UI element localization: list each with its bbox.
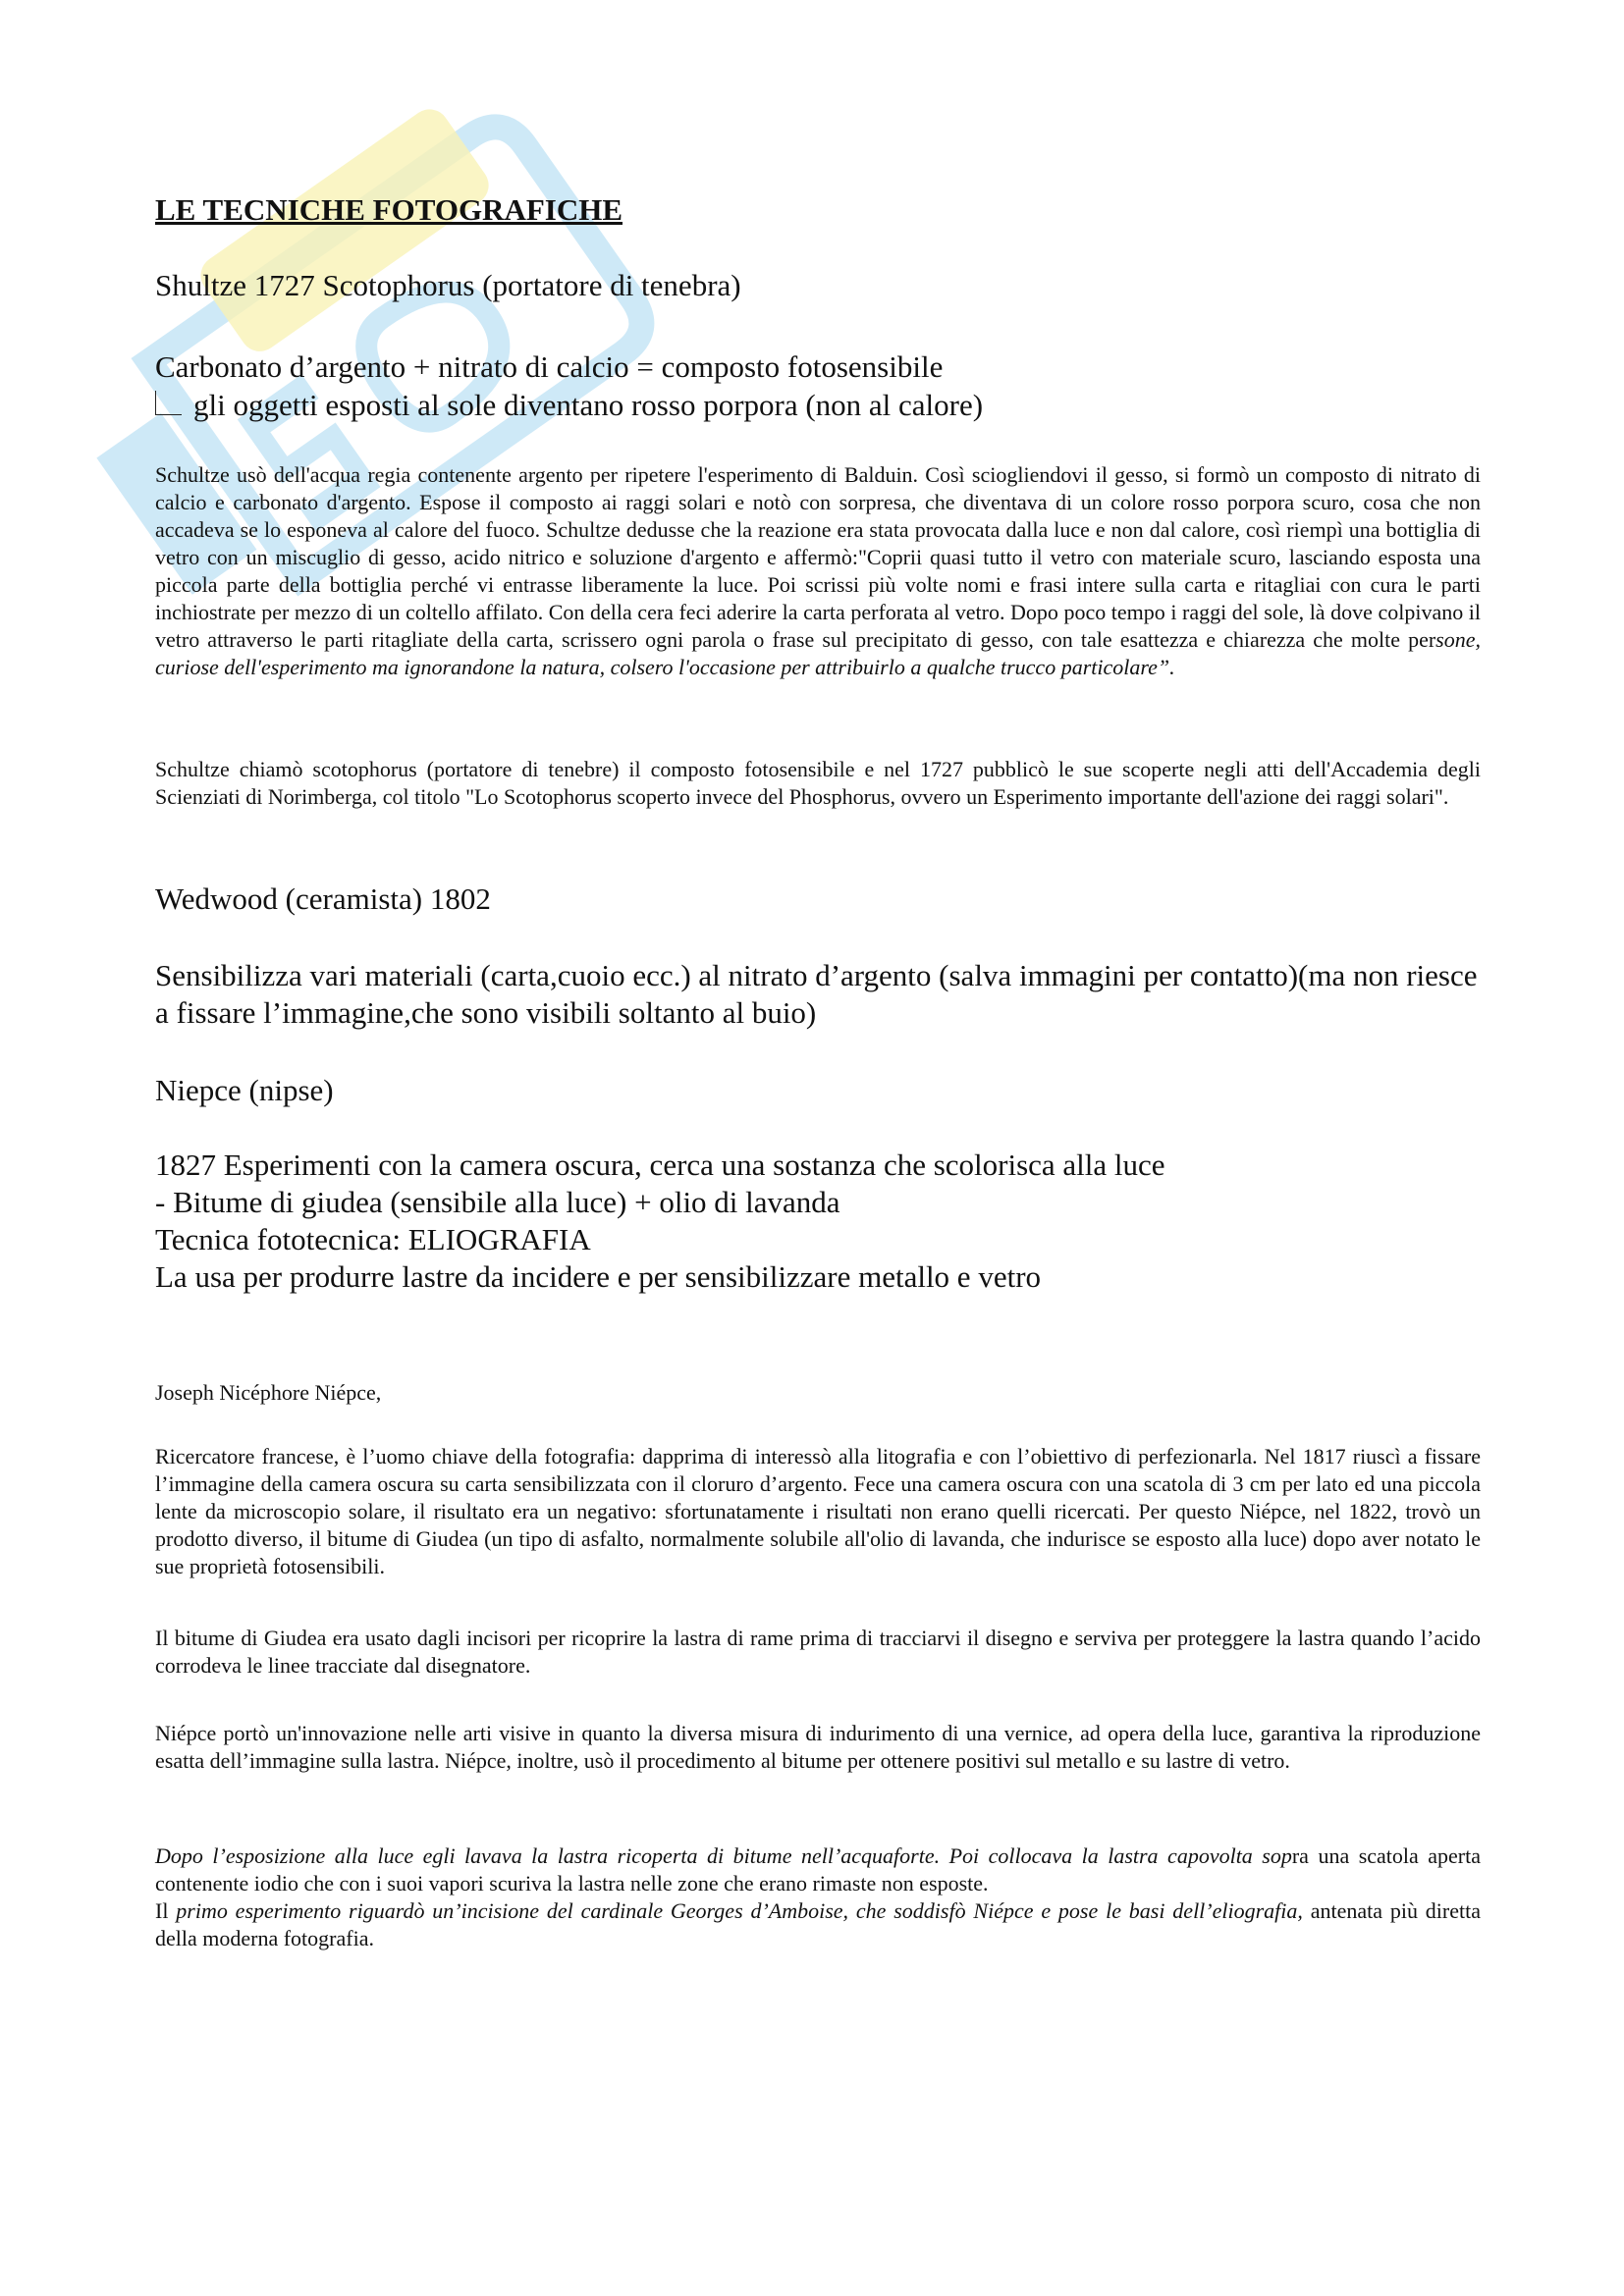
schultze-paragraph-1 (155, 461, 1481, 681)
niepce-paragraph-4 (155, 1842, 1481, 1952)
niepce-paragraph-3: Niépce portò un'innovazione nelle arti visive in quanto la diversa misura di indurimento di una vernice, ad opera della luce, garantiva la riproduzione esatta dell’immagine sulla lastra. Niépce, inoltre, usò il procedimento al bitume per ottenere positivi sul metallo e su lastre di vetro. (155, 1721, 1481, 1773)
schultze-heading: Shultze 1727 Scotophorus (portatore di tenebra) (155, 268, 741, 302)
niepce-point-2: - Bitume di giudea (sensibile alla luce) + olio di lavanda (155, 1185, 840, 1219)
niepce-point-3: Tecnica fototecnica: ELIOGRAFIA (155, 1222, 591, 1256)
corner-arrow-icon (155, 391, 182, 415)
niepce-paragraph-5-italic: primo esperimento riguardò un’incisione del cardinale Georges d’Amboise, che soddisfò Niépce e pose le basi dell’eliografia, (176, 1898, 1303, 1923)
niepce-paragraph-5-text: antenata più diretta della moderna fotografia. (155, 1898, 1481, 1950)
schultze-paragraph-1-text: Schultze usò dell'acqua regia contenente argento per ripetere l'esperimento di Balduin. Così sciogliendovi il gesso, si formò un composto di nitrato di calcio e carbonato d'argento. Espose il composto ai raggi solari e notò con sorpresa, che diventava di un colore rosso porpora scuro, cosa che non accadeva se lo esponeva al calore del fuoco. Schultze dedusse che la reazione era stata provocata dalla luce e non dal calore, così riempì una bottiglia di vetro con un miscuglio di gesso, acido nitrico e soluzione d'argento e affermò:"Coprii quasi tutto il vetro con materiale scuro, lasciando esposta una piccola parte della bottiglia perché vi entrasse liberamente la luce. Poi scrissi più volte nomi e frasi intere sulla carta e ritagliai con cura le parti inchiostrate per mezzo di un coltello affilato. Con della cera feci aderire la carta perforata al vetro. Dopo poco tempo i raggi del sole, là dove colpivano il vetro attraverso le parti ritagliate della carta, scrissero ogni parola o frase sul precipitato di gesso, con tale esattezza e chiarezza che molte per (155, 462, 1481, 652)
schultze-result-line (141, 387, 983, 424)
niepce-point-1: 1827 Esperimenti con la camera oscura, cerca una sostanza che scolorisca alla luce (155, 1148, 1165, 1182)
document-heading: LE TECNICHE FOTOGRAFICHE (155, 192, 623, 227)
niepce-name: Joseph Nicéphore Niépce, (155, 1380, 382, 1405)
niepce-paragraph-1: Ricercatore francese, è l’uomo chiave della fotografia: dapprima di interessò alla litografia e con l’obiettivo di perfezionarla. Nel 1817 riuscì a fissare l’immagine della camera oscura su carta sensibilizzata con il cloruro d’argento. Fece una camera oscura con una scatola di 3 cm per lato ed una piccola lente da microscopio solare, il risultato era un negativo: sfortunatamente i risultati non erano quelli ricercati. Per questo Niépce, nel 1822, trovò un prodotto diverso, il bitume di Giudea (un tipo di asfalto, normalmente solubile all'olio di lavanda, che indurisce se esposto alla luce) dopo aver notato le sue proprietà fotosensibili. (155, 1444, 1481, 1578)
niepce-paragraph-2: Il bitume di Giudea era usato dagli incisori per ricoprire la lastra di rame prima di tracciarvi il disegno e serviva per proteggere la lastra quando l’acido corrodeva le linee tracciate dal disegnatore. (155, 1626, 1481, 1678)
niepce-point-4: La usa per produrre lastre da incidere e per sensibilizzare metallo e vetro (155, 1259, 1042, 1294)
niepce-heading: Niepce (nipse) (155, 1073, 334, 1107)
schultze-paragraph-1-italic: sone, curiose dell'esperimento ma ignorandone la natura, colsero l'occasione per attribuirlo a qualche trucco particolare”. (155, 627, 1481, 679)
niepce-paragraph-5-start: Il (155, 1898, 177, 1923)
schultze-result: gli oggetti esposti al sole diventano rosso porpora (non al calore) (193, 388, 984, 422)
wedwood-text: Sensibilizza vari materiali (carta,cuoio ecc.) al nitrato d’argento (salva immagini per contatto)(ma non riesce a fissare l’immagine,che sono visibili soltanto al buio) (155, 958, 1478, 1030)
niepce-paragraph-4-text: ra una scatola aperta contenente iodio che con i suoi vapori scuriva la lastra nelle zone che erano rimaste non esposte. (155, 1843, 1481, 1896)
niepce-paragraph-4-italic: Dopo l’esposizione alla luce egli lavava la lastra ricoperta di bitume nell’acquaforte. Poi collocava la lastra capovolta sop (155, 1843, 1292, 1868)
wedwood-heading: Wedwood (ceramista) 1802 (155, 881, 491, 916)
schultze-paragraph-2: Schultze chiamò scotophorus (portatore di tenebre) il composto fotosensibile e nel 1727 pubblicò le sue scoperte negli atti dell'Accademia degli Scienziati di Norimberga, col titolo "Lo Scotophorus scoperto invece del Phosphorus, ovvero un Esperimento importante dell'azione dei raggi solari". (155, 757, 1481, 809)
schultze-formula: Carbonato d’argento + nitrato di calcio = composto fotosensibile (155, 349, 944, 384)
